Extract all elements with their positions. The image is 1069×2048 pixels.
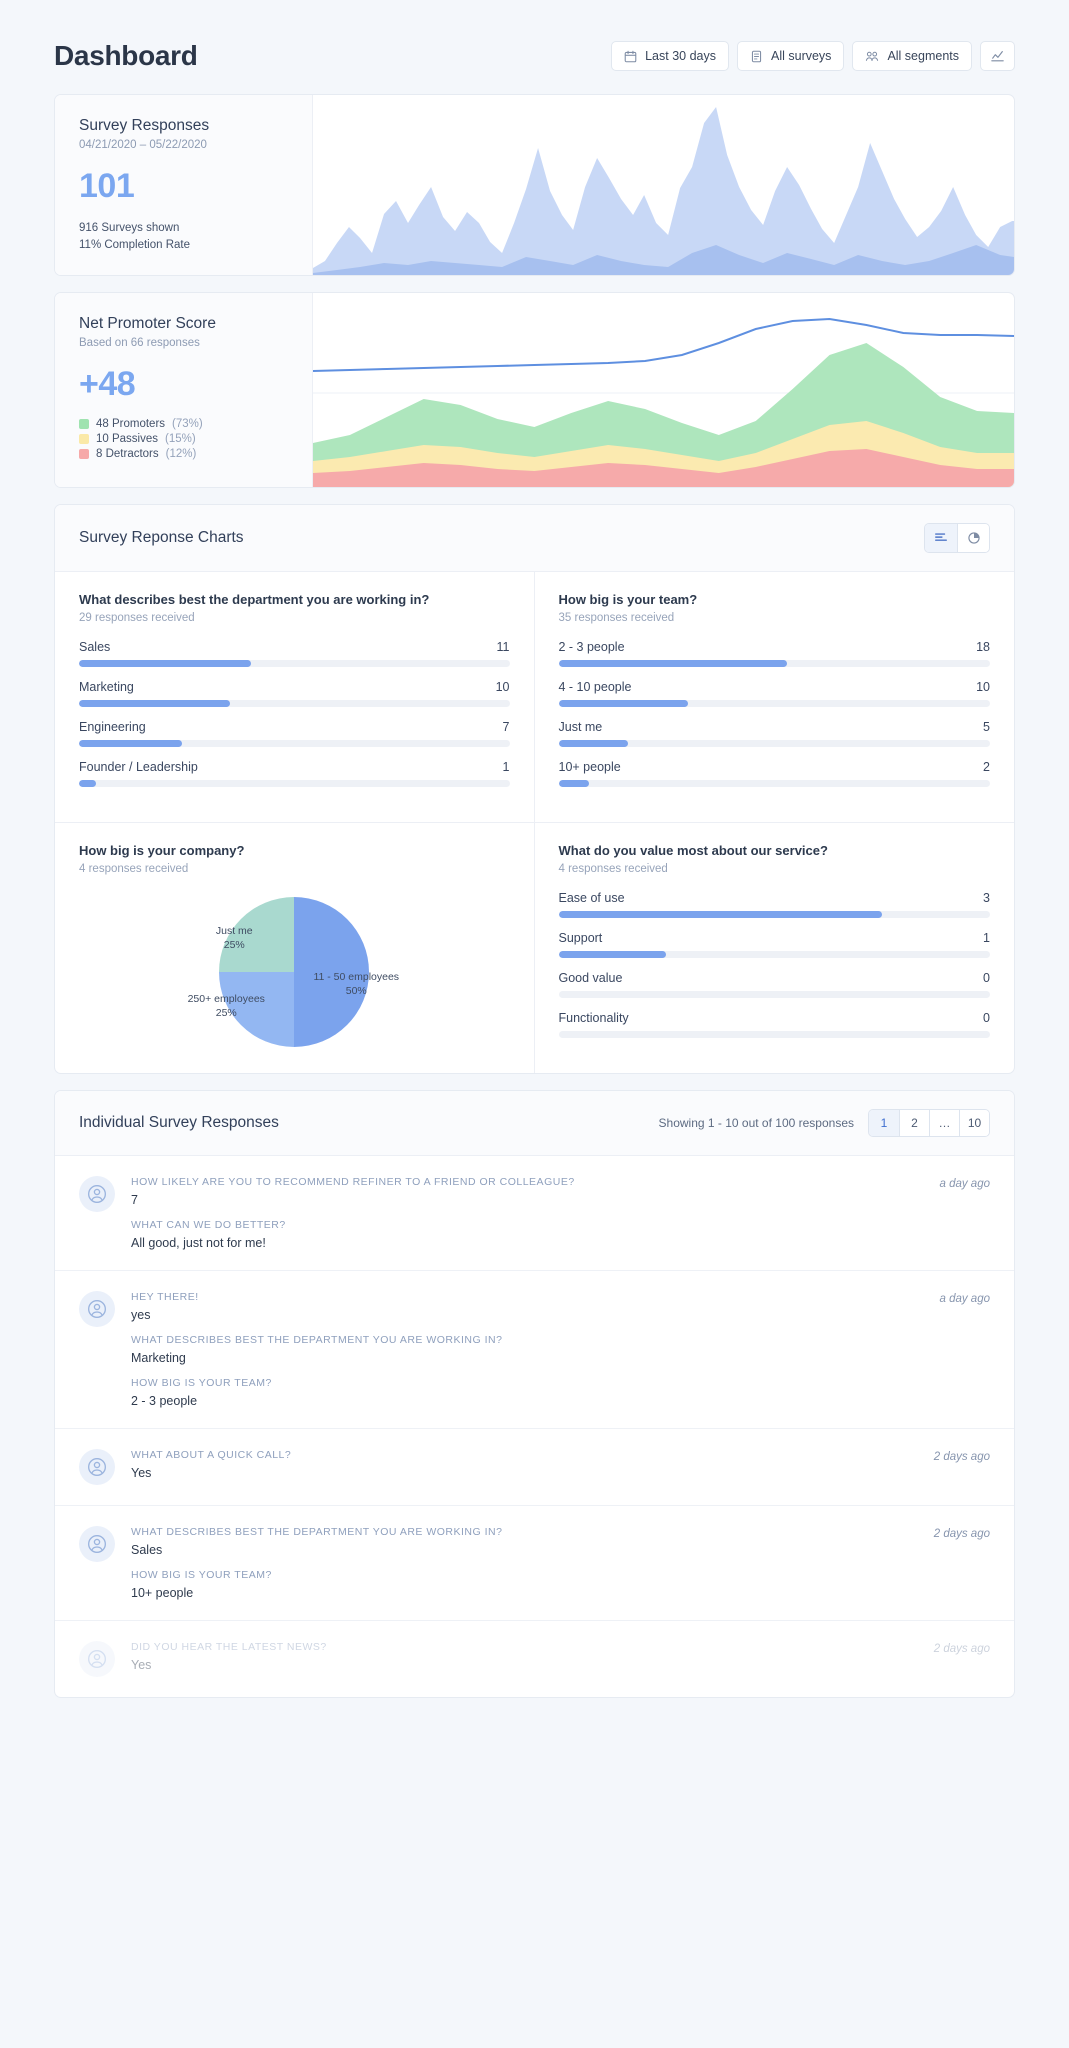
qa-pair <box>131 1176 923 1207</box>
bar-fill <box>79 780 96 787</box>
nps-card <box>54 292 1015 488</box>
chart-value-most <box>535 823 1015 1073</box>
calendar-icon <box>624 50 637 63</box>
bar-value: 2 <box>983 760 990 774</box>
bar-value: 3 <box>983 891 990 905</box>
bar-fill <box>79 740 182 747</box>
bar-value: 1 <box>983 931 990 945</box>
bar-label: Just me <box>558 720 603 734</box>
avatar <box>79 1641 115 1677</box>
nps-legend-passives <box>79 433 288 445</box>
pie-slice-label <box>308 971 404 998</box>
bar-item <box>79 760 510 787</box>
detractors-label: 8 Detractors <box>96 448 159 460</box>
bar-value: 11 <box>496 640 510 654</box>
bar-label: Ease of use <box>558 891 625 905</box>
qa-answer: 2 - 3 people <box>131 1394 198 1408</box>
surveys-filter[interactable] <box>737 41 844 71</box>
nps-title: Net Promoter Score <box>79 315 216 332</box>
charts-grid <box>55 572 1014 1073</box>
qa-answer: yes <box>131 1308 151 1322</box>
bar-label: Sales <box>79 640 111 654</box>
qa-pair <box>131 1219 923 1250</box>
chart-team-size-title: How big is your team? <box>558 592 698 607</box>
detractors-pct: (12%) <box>165 448 197 460</box>
survey-responses-summary <box>55 95 313 275</box>
qa-pair <box>131 1526 918 1557</box>
survey-responses-completion: 11% Completion Rate <box>79 238 191 251</box>
bar-item <box>79 640 510 667</box>
qa-question: DID YOU HEAR THE LATEST NEWS? <box>131 1641 327 1653</box>
surveys-filter-label: All surveys <box>771 49 832 63</box>
bar-label: Engineering <box>79 720 146 734</box>
pie-chart-view-button[interactable] <box>957 524 989 552</box>
qa-pair <box>131 1377 923 1408</box>
bar-value: 0 <box>983 971 990 985</box>
page-2-button[interactable]: 2 <box>899 1110 929 1136</box>
pagination <box>868 1109 990 1137</box>
qa-answer: Marketing <box>131 1351 186 1365</box>
bar-item <box>79 680 510 707</box>
individual-responses-title: Individual Survey Responses <box>79 1114 279 1131</box>
bar-item <box>559 931 991 958</box>
bar-track <box>559 911 991 918</box>
bar-chart-view-button[interactable] <box>925 524 957 552</box>
qa-pair <box>131 1569 918 1600</box>
bar-track <box>559 991 991 998</box>
bar-fill <box>559 951 667 958</box>
bar-item <box>559 680 991 707</box>
bar-item <box>559 891 991 918</box>
nps-subtitle: Based on 66 responses <box>79 337 200 349</box>
qa-answer: Sales <box>131 1543 163 1557</box>
user-icon <box>87 1184 107 1204</box>
response-timestamp: a day ago <box>939 1178 990 1190</box>
chart-view-toggle <box>924 523 990 553</box>
pie-slice-label <box>194 925 274 952</box>
nps-area-chart <box>313 293 1014 487</box>
passives-label: 10 Passives <box>96 433 159 445</box>
bar-item <box>559 760 991 787</box>
date-range-filter[interactable] <box>611 41 729 71</box>
header-controls <box>611 41 1015 71</box>
bar-item <box>559 720 991 747</box>
bar-value: 0 <box>983 1011 990 1025</box>
pie-slice-label-text: Just me <box>215 925 253 937</box>
survey-response-charts-card <box>54 504 1015 1074</box>
qa-question: HOW BIG IS YOUR TEAM? <box>131 1569 272 1581</box>
avatar <box>79 1449 115 1485</box>
chart-icon <box>990 49 1005 63</box>
date-range-label: Last 30 days <box>645 49 716 63</box>
response-content <box>131 1176 923 1250</box>
promoters-label: 48 Promoters <box>96 418 166 430</box>
qa-question: HEY THERE! <box>131 1291 199 1303</box>
bar-value: 10 <box>976 680 990 694</box>
bar-fill <box>559 700 688 707</box>
qa-answer: 10+ people <box>131 1586 194 1600</box>
survey-responses-title: Survey Responses <box>79 117 210 134</box>
response-content <box>131 1449 918 1485</box>
response-content <box>131 1641 918 1677</box>
bar-value: 1 <box>502 760 510 774</box>
qa-question: HOW BIG IS YOUR TEAM? <box>131 1377 272 1389</box>
individual-responses-header <box>55 1091 1014 1156</box>
bar-value: 7 <box>502 720 510 734</box>
bar-value: 18 <box>976 640 990 654</box>
qa-question: HOW LIKELY ARE YOU TO RECOMMEND REFINER TO A FRIEND OR COLLEAGUE? <box>131 1176 575 1188</box>
bar-track <box>559 780 991 787</box>
bar-item <box>559 1011 991 1038</box>
segments-filter-label: All segments <box>887 49 959 63</box>
bar-track <box>559 951 991 958</box>
response-content <box>131 1291 923 1408</box>
qa-question: WHAT ABOUT A QUICK CALL? <box>131 1449 292 1461</box>
bar-value: 10 <box>495 680 510 694</box>
bar-fill <box>559 660 788 667</box>
response-row[interactable] <box>55 1271 1014 1429</box>
bar-label: 4 - 10 people <box>558 680 632 694</box>
survey-responses-area-chart <box>313 95 1014 275</box>
bar-track <box>79 660 510 667</box>
pie-slice-label <box>178 993 274 1020</box>
avatar <box>79 1526 115 1562</box>
chart-value-most-subtitle: 4 responses received <box>558 863 668 875</box>
page-1-button[interactable]: 1 <box>869 1110 899 1136</box>
chart-company-size-title: How big is your company? <box>79 843 245 858</box>
chart-company-size <box>55 823 535 1073</box>
bar-chart-icon <box>934 531 948 545</box>
bar-label: Good value <box>558 971 623 985</box>
chart-company-size-subtitle: 4 responses received <box>79 863 189 875</box>
bar-label: 10+ people <box>558 760 621 774</box>
qa-question: WHAT DESCRIBES BEST THE DEPARTMENT YOU ARE WORKING IN? <box>131 1334 503 1346</box>
page-title: Dashboard <box>54 40 198 71</box>
pie-slice-label-text: 11 - 50 employees <box>313 971 400 983</box>
user-icon <box>87 1457 107 1477</box>
individual-responses-card <box>54 1090 1015 1698</box>
nps-legend-promoters <box>79 418 288 430</box>
bar-label: Support <box>558 931 603 945</box>
chart-department-subtitle: 29 responses received <box>79 612 195 624</box>
passives-pct: (15%) <box>165 433 196 445</box>
bar-fill <box>79 700 230 707</box>
qa-answer: Yes <box>131 1658 152 1672</box>
bar-track <box>559 660 991 667</box>
qa-question: WHAT DESCRIBES BEST THE DEPARTMENT YOU ARE WORKING IN? <box>131 1526 503 1538</box>
qa-answer: All good, just not for me! <box>131 1236 266 1250</box>
survey-responses-card <box>54 94 1015 276</box>
nps-summary <box>55 293 313 487</box>
bar-track <box>559 740 991 747</box>
bar-track <box>79 780 510 787</box>
document-icon <box>750 50 763 63</box>
survey-responses-daterange: 04/21/2020 – 05/22/2020 <box>79 139 207 151</box>
response-timestamp: a day ago <box>939 1293 990 1305</box>
bar-label: Functionality <box>558 1011 629 1025</box>
charts-card-title: Survey Reponse Charts <box>79 529 244 546</box>
bar-track <box>559 1031 991 1038</box>
chart-team-size <box>535 572 1015 823</box>
chart-department <box>55 572 535 823</box>
pie-slice-pct: 25% <box>215 1006 237 1019</box>
bar-track <box>559 700 991 707</box>
bar-track <box>79 700 510 707</box>
pie-chart-icon <box>967 531 981 545</box>
promoters-swatch <box>79 419 89 429</box>
response-timestamp: 2 days ago <box>933 1643 990 1655</box>
user-icon <box>87 1534 107 1554</box>
bar-label: Founder / Leadership <box>79 760 198 774</box>
response-row[interactable] <box>55 1621 1014 1697</box>
qa-pair <box>131 1449 918 1480</box>
charts-card-header <box>55 505 1014 572</box>
chart-toggle-button[interactable] <box>980 41 1015 71</box>
qa-pair <box>131 1641 918 1672</box>
segments-filter[interactable] <box>852 41 972 71</box>
detractors-swatch <box>79 449 89 459</box>
page-10-button[interactable]: 10 <box>959 1110 989 1136</box>
response-row[interactable] <box>55 1506 1014 1621</box>
promoters-pct: (73%) <box>172 418 203 430</box>
pie-slice-label-text: 250+ employees <box>187 993 265 1005</box>
nps-value: +48 <box>79 365 136 403</box>
bar-value: 5 <box>983 720 990 734</box>
qa-pair <box>131 1291 923 1322</box>
response-timestamp: 2 days ago <box>933 1451 990 1463</box>
chart-value-most-title: What do you value most about our service? <box>558 843 828 858</box>
bar-item <box>79 720 510 747</box>
bar-track <box>79 740 510 747</box>
bar-label: 2 - 3 people <box>558 640 625 654</box>
qa-pair <box>131 1334 923 1365</box>
individual-responses-controls <box>659 1109 990 1137</box>
bar-fill <box>559 780 589 787</box>
page-ellipsis: … <box>929 1110 959 1136</box>
segments-icon <box>865 50 879 63</box>
bar-fill <box>79 660 251 667</box>
response-row[interactable] <box>55 1429 1014 1506</box>
response-content <box>131 1526 918 1600</box>
qa-answer: Yes <box>131 1466 152 1480</box>
avatar <box>79 1176 115 1212</box>
passives-swatch <box>79 434 89 444</box>
user-icon <box>87 1649 107 1669</box>
bar-fill <box>559 740 628 747</box>
bar-item <box>559 640 991 667</box>
showing-label: Showing 1 - 10 out of 100 responses <box>658 1116 854 1130</box>
survey-responses-shown: 916 Surveys shown <box>79 222 180 234</box>
pie-chart <box>79 891 510 1051</box>
qa-question: WHAT CAN WE DO BETTER? <box>131 1219 286 1231</box>
chart-department-title: What describes best the department you are working in? <box>79 592 430 607</box>
survey-responses-value: 101 <box>79 167 135 205</box>
qa-answer: 7 <box>131 1193 138 1207</box>
pie-slice-pct: 25% <box>223 938 245 951</box>
bar-item <box>559 971 991 998</box>
response-row[interactable] <box>55 1156 1014 1271</box>
nps-legend-detractors <box>79 448 288 460</box>
bar-fill <box>559 911 883 918</box>
chart-team-size-subtitle: 35 responses received <box>558 612 675 624</box>
user-icon <box>87 1299 107 1319</box>
pie-slice-pct: 50% <box>345 984 367 997</box>
bar-label: Marketing <box>79 680 134 694</box>
response-timestamp: 2 days ago <box>933 1528 990 1540</box>
page-header <box>54 0 1015 94</box>
avatar <box>79 1291 115 1327</box>
